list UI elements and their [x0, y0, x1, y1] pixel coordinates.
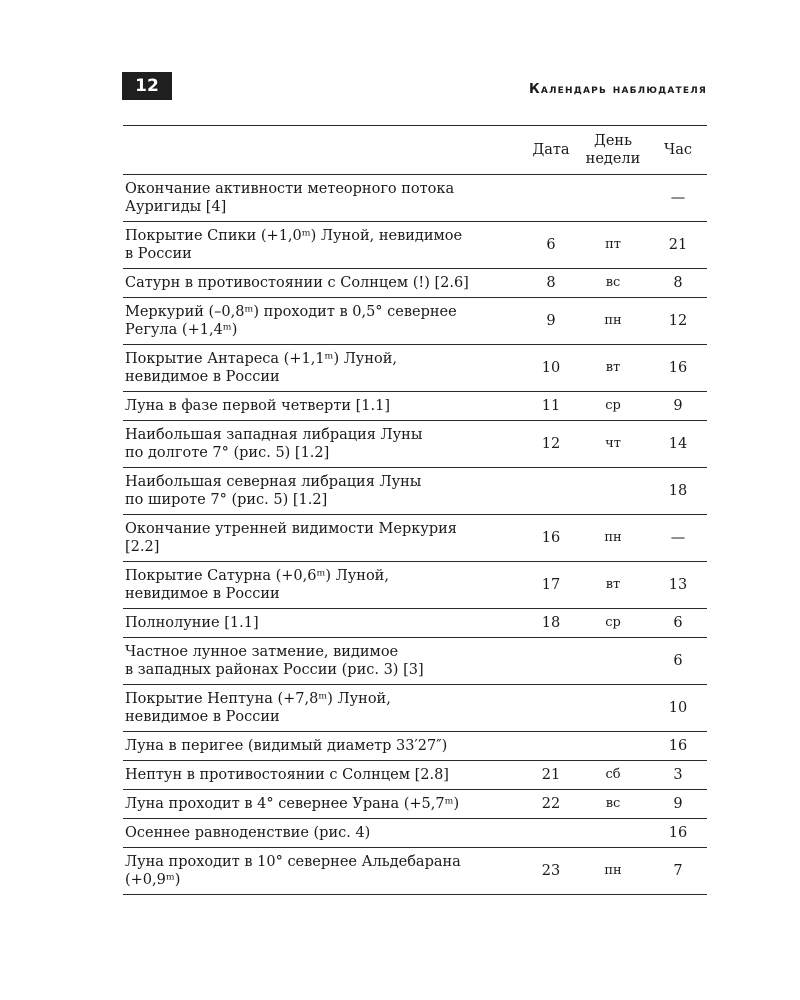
- hour-cell: 10: [649, 685, 707, 732]
- weekday-cell: пн: [577, 515, 649, 562]
- event-text-line: Покрытие Спики (+1,0ᵐ) Луной, невидимое: [125, 228, 463, 244]
- event-cell: [123, 790, 525, 819]
- event-text-line: по долготе 7° (рис. 5) [1.2]: [125, 445, 330, 461]
- date-cell: 22: [525, 790, 577, 819]
- event-cell: [123, 732, 525, 761]
- header-date: Дата: [525, 126, 577, 175]
- weekday-cell: [577, 468, 649, 515]
- event-text-line: Сатурн в противостоянии с Солнцем (!) [2.6]: [125, 275, 469, 291]
- header-weekday: [577, 126, 649, 175]
- weekday-cell: [577, 732, 649, 761]
- table-row: [123, 638, 707, 685]
- weekday-cell: чт: [577, 421, 649, 468]
- event-text-line: Покрытие Сатурна (+0,6ᵐ) Луной,: [125, 568, 389, 584]
- hour-cell: 21: [649, 222, 707, 269]
- hour-cell: 12: [649, 298, 707, 345]
- table-row: [123, 421, 707, 468]
- table-body: [123, 175, 707, 895]
- event-cell: [123, 819, 525, 848]
- date-cell: 6: [525, 222, 577, 269]
- table-row: [123, 298, 707, 345]
- event-text-line: Окончание утренней видимости Меркурия: [125, 521, 457, 537]
- table-header-row: [123, 126, 707, 175]
- event-cell: [123, 468, 525, 515]
- date-cell: [525, 819, 577, 848]
- hour-cell: 9: [649, 790, 707, 819]
- event-text-line: Луна проходит в 10° севернее Альдебарана: [125, 854, 461, 870]
- event-cell: [123, 609, 525, 638]
- event-cell: [123, 515, 525, 562]
- event-text-line: Покрытие Антареса (+1,1ᵐ) Луной,: [125, 351, 398, 367]
- date-cell: 11: [525, 392, 577, 421]
- table-row: [123, 175, 707, 222]
- date-cell: [525, 638, 577, 685]
- date-cell: 18: [525, 609, 577, 638]
- table-row: [123, 685, 707, 732]
- table-row: [123, 761, 707, 790]
- date-cell: [525, 732, 577, 761]
- hour-cell: 9: [649, 392, 707, 421]
- event-cell: [123, 298, 525, 345]
- event-text-line: Покрытие Нептуна (+7,8ᵐ) Луной,: [125, 691, 391, 707]
- event-text-line: Меркурий (–0,8ᵐ) проходит в 0,5° севернее: [125, 304, 457, 320]
- weekday-cell: пн: [577, 298, 649, 345]
- event-text-line: Ауригиды [4]: [125, 199, 227, 215]
- table-row: [123, 269, 707, 298]
- date-cell: [525, 468, 577, 515]
- event-cell: [123, 175, 525, 222]
- event-text-line: по широте 7° (рис. 5) [1.2]: [125, 492, 328, 508]
- event-text-line: Регула (+1,4ᵐ): [125, 322, 238, 338]
- table-row: [123, 609, 707, 638]
- event-text-line: Окончание активности метеорного потока: [125, 181, 455, 197]
- header-event: [123, 126, 525, 175]
- date-cell: 17: [525, 562, 577, 609]
- hour-cell: —: [649, 515, 707, 562]
- date-cell: 21: [525, 761, 577, 790]
- date-cell: 8: [525, 269, 577, 298]
- event-text-line: Луна проходит в 4° севернее Урана (+5,7ᵐ): [125, 796, 460, 812]
- table-row: [123, 819, 707, 848]
- header-hour: Час: [649, 126, 707, 175]
- events-table: [123, 125, 707, 895]
- event-cell: [123, 269, 525, 298]
- event-text-line: Наибольшая западная либрация Луны: [125, 427, 423, 443]
- event-cell: [123, 848, 525, 895]
- date-cell: 23: [525, 848, 577, 895]
- table-row: [123, 732, 707, 761]
- table-row: [123, 515, 707, 562]
- weekday-cell: вт: [577, 345, 649, 392]
- date-cell: 10: [525, 345, 577, 392]
- event-text-line: (+0,9ᵐ): [125, 872, 181, 888]
- event-text-line: в России: [125, 246, 192, 262]
- event-text-line: Наибольшая северная либрация Луны: [125, 474, 422, 490]
- hour-cell: 6: [649, 638, 707, 685]
- event-cell: [123, 392, 525, 421]
- hour-cell: 8: [649, 269, 707, 298]
- date-cell: [525, 175, 577, 222]
- hour-cell: 18: [649, 468, 707, 515]
- hour-cell: 6: [649, 609, 707, 638]
- hour-cell: —: [649, 175, 707, 222]
- weekday-cell: пн: [577, 848, 649, 895]
- weekday-cell: вт: [577, 562, 649, 609]
- event-text-line: Полнолуние [1.1]: [125, 615, 259, 631]
- weekday-cell: вс: [577, 269, 649, 298]
- date-cell: 12: [525, 421, 577, 468]
- event-cell: [123, 421, 525, 468]
- weekday-cell: [577, 175, 649, 222]
- running-head: Календарь наблюдателя: [529, 82, 707, 97]
- table-row: [123, 392, 707, 421]
- header-weekday-line2: недели: [585, 151, 641, 167]
- hour-cell: 7: [649, 848, 707, 895]
- weekday-cell: [577, 685, 649, 732]
- date-cell: 16: [525, 515, 577, 562]
- date-cell: [525, 685, 577, 732]
- event-text-line: Луна в перигее (видимый диаметр 33′27″): [125, 738, 448, 754]
- table-row: [123, 790, 707, 819]
- event-text-line: Осеннее равноденствие (рис. 4): [125, 825, 371, 841]
- table-row: [123, 468, 707, 515]
- event-cell: [123, 222, 525, 269]
- hour-cell: 16: [649, 819, 707, 848]
- event-text-line: невидимое в России: [125, 369, 280, 385]
- hour-cell: 13: [649, 562, 707, 609]
- date-cell: 9: [525, 298, 577, 345]
- event-cell: [123, 345, 525, 392]
- table-row: [123, 345, 707, 392]
- event-text-line: Нептун в противостоянии с Солнцем [2.8]: [125, 767, 449, 783]
- event-text-line: в западных районах России (рис. 3) [3]: [125, 662, 424, 678]
- event-cell: [123, 638, 525, 685]
- event-text-line: Частное лунное затмение, видимое: [125, 644, 399, 660]
- weekday-cell: [577, 638, 649, 685]
- hour-cell: 16: [649, 732, 707, 761]
- event-text-line: невидимое в России: [125, 709, 280, 725]
- weekday-cell: ср: [577, 609, 649, 638]
- weekday-cell: [577, 819, 649, 848]
- hour-cell: 16: [649, 345, 707, 392]
- event-cell: [123, 685, 525, 732]
- page-number: 12: [122, 72, 172, 100]
- table-row: [123, 848, 707, 895]
- event-text-line: [2.2]: [125, 539, 160, 555]
- weekday-cell: вс: [577, 790, 649, 819]
- table-row: [123, 222, 707, 269]
- event-text-line: невидимое в России: [125, 586, 280, 602]
- hour-cell: 14: [649, 421, 707, 468]
- event-cell: [123, 761, 525, 790]
- event-text-line: Луна в фазе первой четверти [1.1]: [125, 398, 390, 414]
- weekday-cell: пт: [577, 222, 649, 269]
- event-cell: [123, 562, 525, 609]
- header-weekday-line1: День: [594, 133, 632, 149]
- weekday-cell: сб: [577, 761, 649, 790]
- weekday-cell: ср: [577, 392, 649, 421]
- hour-cell: 3: [649, 761, 707, 790]
- table-row: [123, 562, 707, 609]
